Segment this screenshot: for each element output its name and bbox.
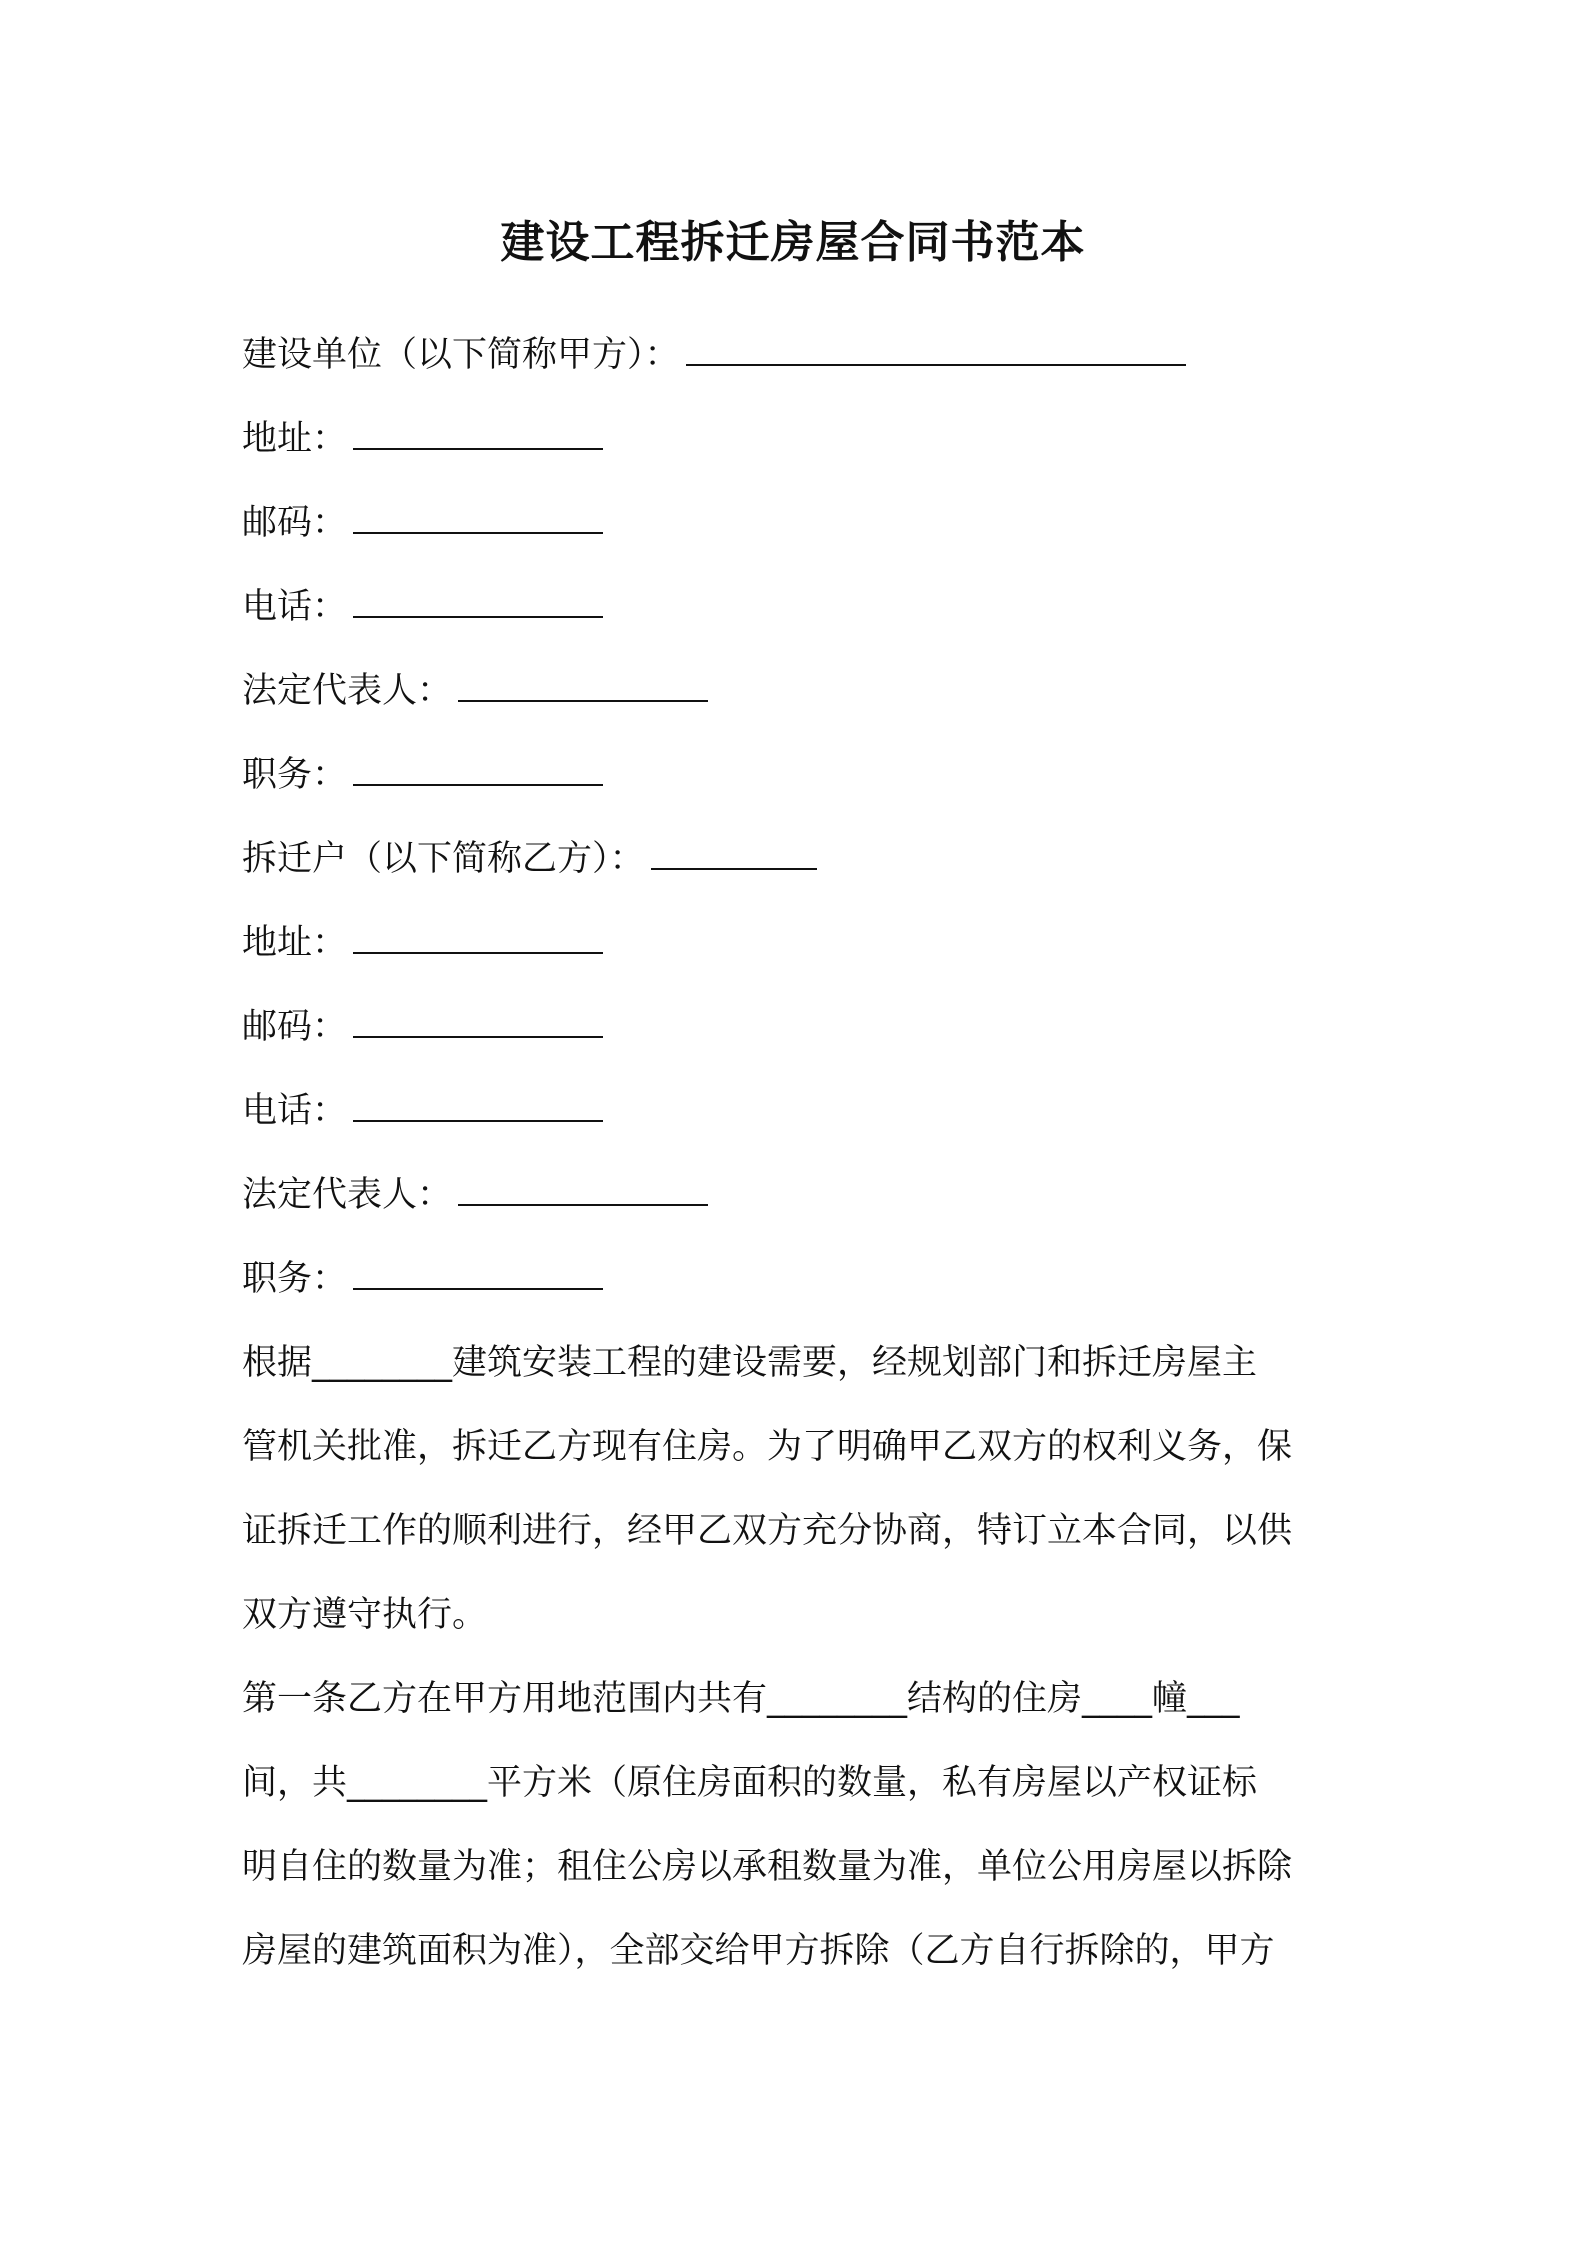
party-b-legal-rep-label: 法定代表人： [242, 1175, 453, 1215]
party-b-legal-rep-row [242, 1170, 708, 1220]
party-b-address-row [242, 918, 603, 968]
party-b-phone-label: 电话： [242, 1091, 348, 1131]
party-b-position-blank [353, 1254, 603, 1290]
preamble-line: 管机关批准，拆迁乙方现有住房。为了明确甲乙双方的权利义务，保 [242, 1427, 1293, 1467]
article-1-line: 明自住的数量为准；租住公房以承租数量为准，单位公用房屋以拆除 [242, 1847, 1293, 1887]
preamble-paragraph [242, 1321, 1362, 1657]
party-a-name-blank [686, 330, 1186, 366]
party-a-position-blank [353, 750, 603, 786]
article-1-paragraph [242, 1657, 1362, 1993]
party-a-phone-blank [353, 582, 603, 618]
party-b-heading-row [242, 834, 817, 884]
preamble-line: 双方遵守执行。 [242, 1595, 488, 1635]
party-a-phone-label: 电话： [242, 587, 348, 627]
party-a-heading-row [242, 330, 1186, 380]
party-a-address-label: 地址： [242, 419, 348, 459]
party-a-position-label: 职务： [242, 755, 348, 795]
party-b-postcode-row [242, 1002, 603, 1052]
party-b-address-blank [353, 918, 603, 954]
article-1-line: 房屋的建筑面积为准），全部交给甲方拆除（乙方自行拆除的，甲方 [242, 1931, 1275, 1971]
party-a-legal-rep-label: 法定代表人： [242, 671, 453, 711]
preamble-line: 证拆迁工作的顺利进行，经甲乙双方充分协商，特订立本合同，以供 [242, 1511, 1293, 1551]
preamble-line: 根据________建筑安装工程的建设需要，经规划部门和拆迁房屋主 [242, 1343, 1258, 1383]
party-b-postcode-blank [353, 1002, 603, 1038]
party-b-legal-rep-blank [458, 1170, 708, 1206]
party-a-heading: 建设单位（以下简称甲方）： [242, 335, 680, 375]
party-a-position-row [242, 750, 603, 800]
party-a-legal-rep-blank [458, 666, 708, 702]
party-b-position-label: 职务： [242, 1259, 348, 1299]
party-a-postcode-blank [353, 498, 603, 534]
party-a-legal-rep-row [242, 666, 708, 716]
party-a-address-blank [353, 414, 603, 450]
article-1-line: 间，共________平方米（原住房面积的数量，私有房屋以产权证标 [242, 1763, 1258, 1803]
party-a-postcode-row [242, 498, 603, 548]
party-b-phone-blank [353, 1086, 603, 1122]
article-1-line: 第一条乙方在甲方用地范围内共有________结构的住房____幢___ [242, 1679, 1240, 1719]
party-b-name-blank [651, 834, 817, 870]
party-b-address-label: 地址： [242, 923, 348, 963]
document-title: 建设工程拆迁房屋合同书范本 [500, 217, 1086, 268]
party-b-postcode-label: 邮码： [242, 1007, 348, 1047]
party-a-address-row [242, 414, 603, 464]
party-a-postcode-label: 邮码： [242, 503, 348, 543]
party-b-position-row [242, 1254, 603, 1304]
party-a-phone-row [242, 582, 603, 632]
party-b-heading: 拆迁户（以下简称乙方）： [242, 839, 645, 879]
party-b-phone-row [242, 1086, 603, 1136]
